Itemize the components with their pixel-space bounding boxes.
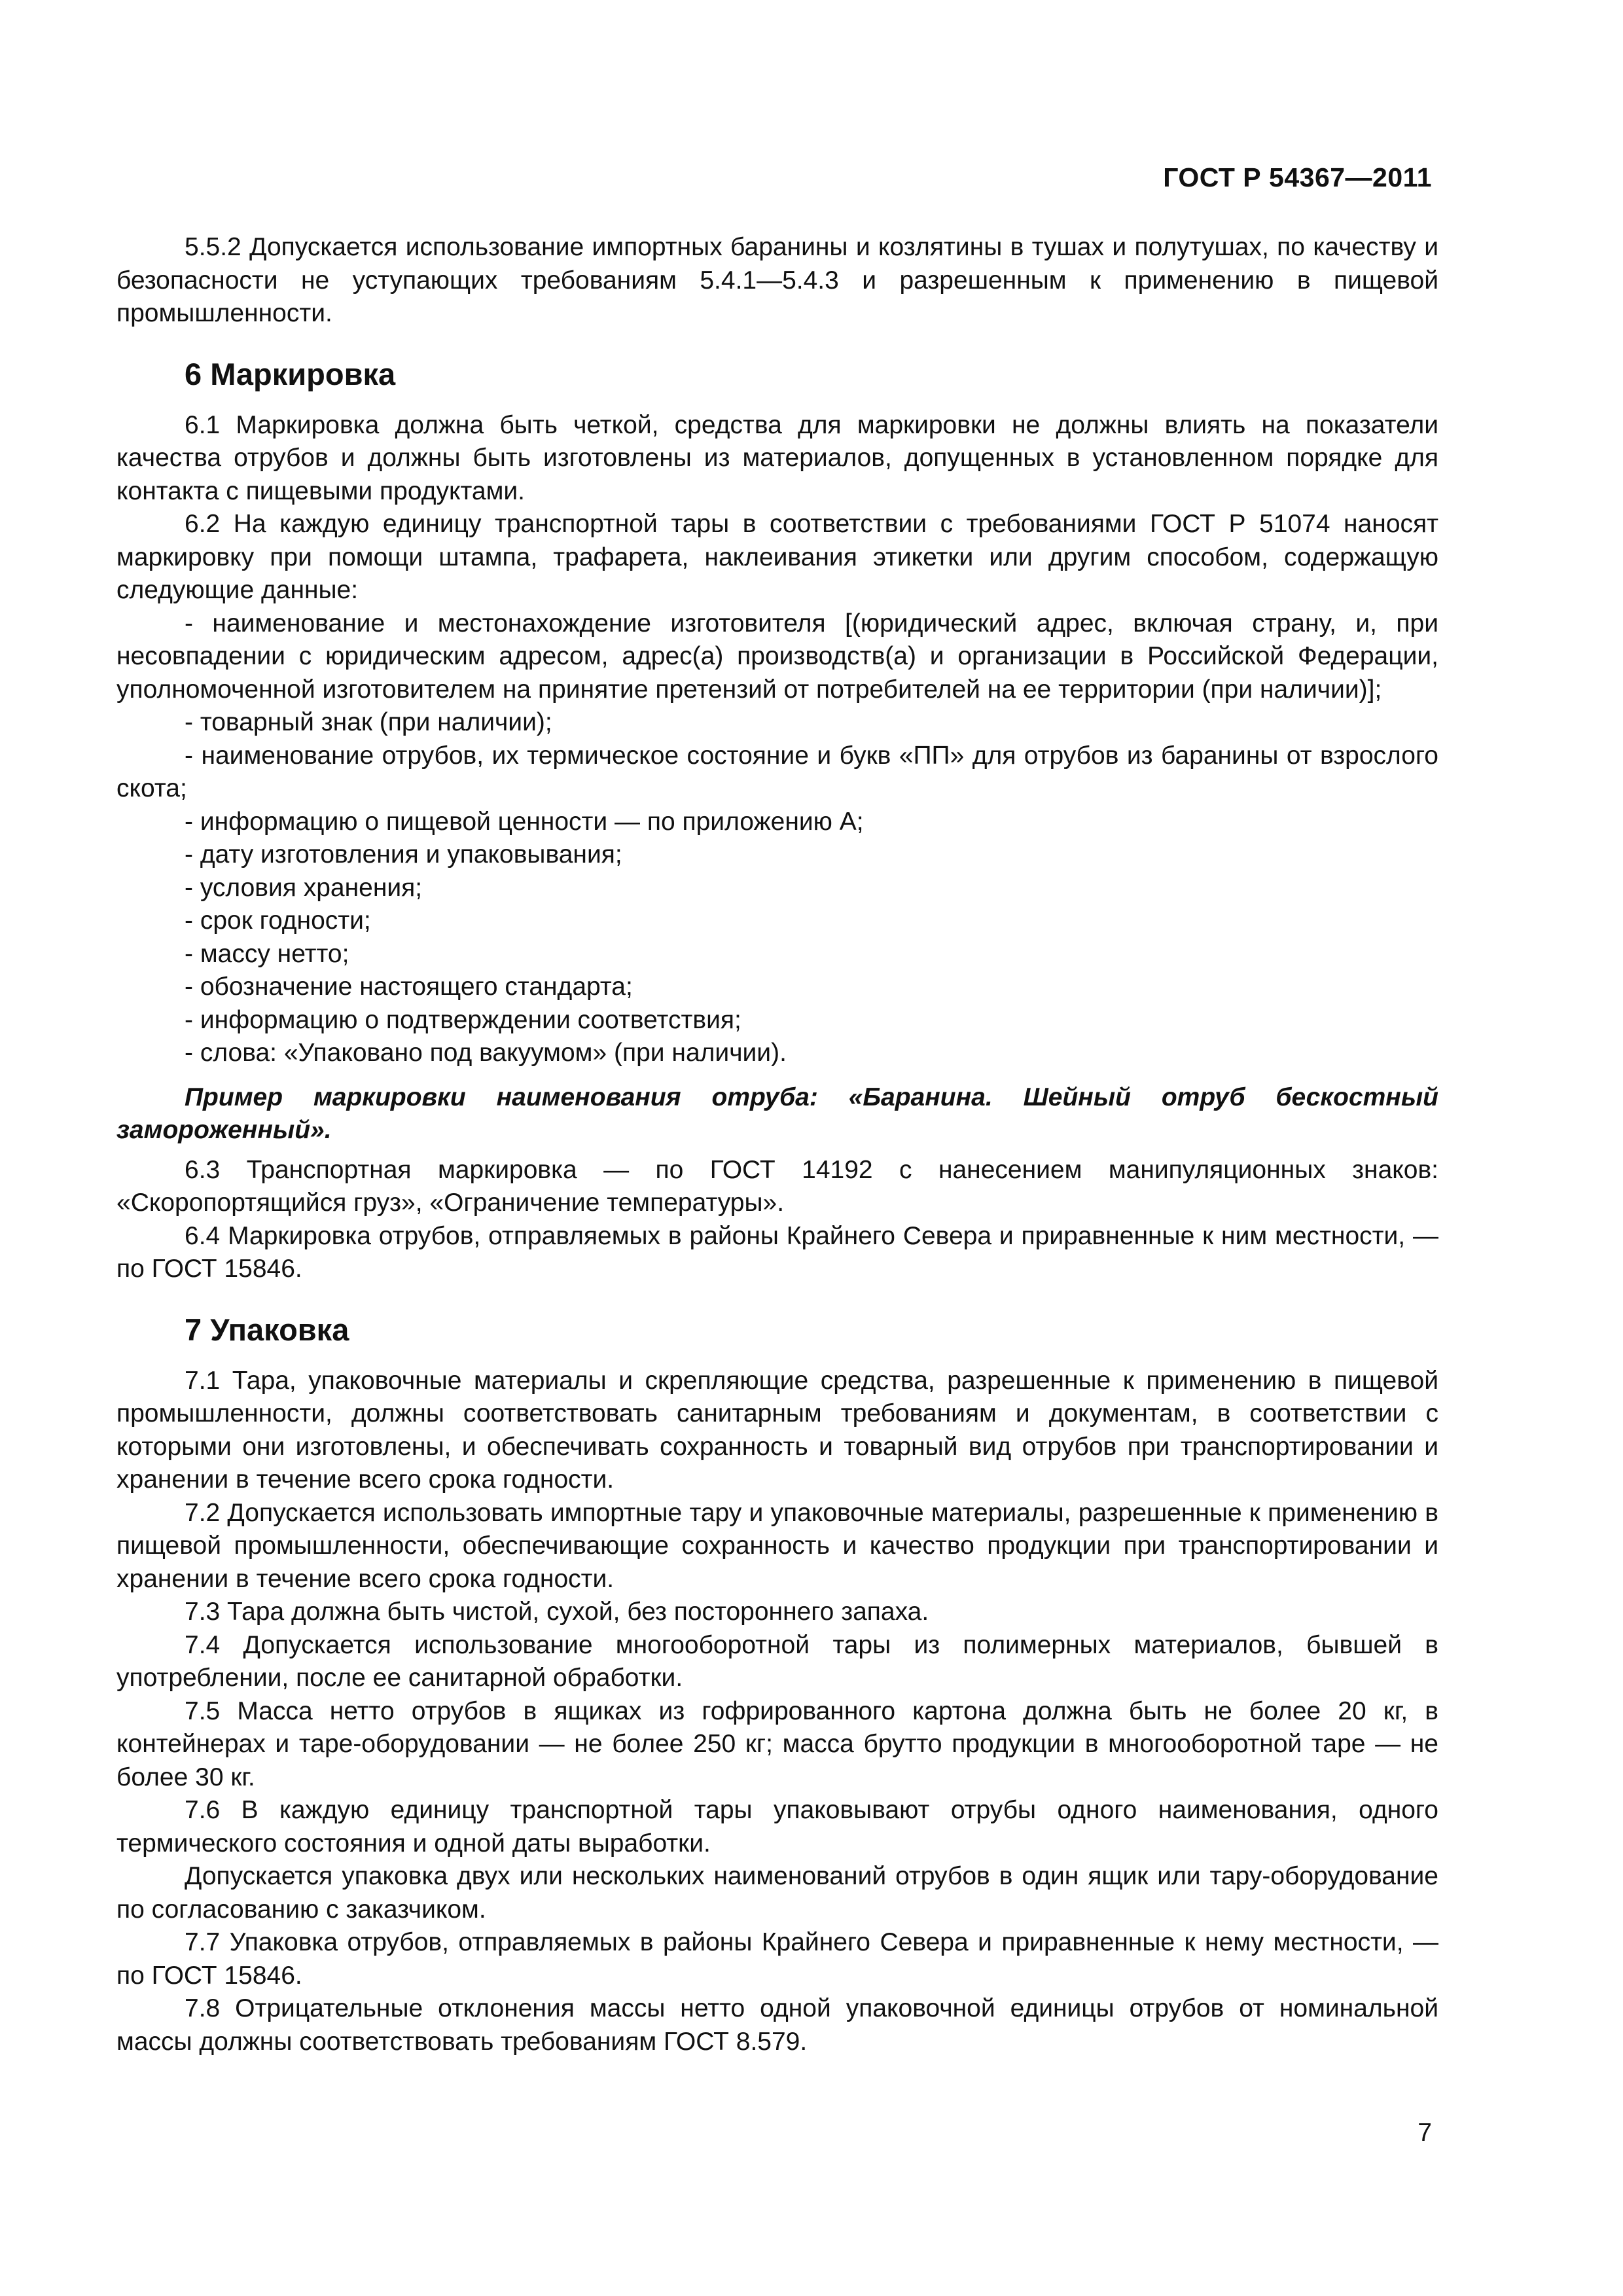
document-body <box>116 231 1438 2058</box>
list-item: - слова: «Упаковано под вакуумом» (при наличии). <box>185 1039 787 1067</box>
list-item: - дату изготовления и упаковывания; <box>185 840 622 869</box>
list-item: - условия хранения; <box>185 873 423 902</box>
list-item: - обозначение настоящего стандарта; <box>185 973 633 1001</box>
list-item: - массу нетто; <box>185 939 349 968</box>
marking-example: Пример маркировки наименования отруба: «Баранина. Шейный отруб бескостный замороженный». <box>116 1083 1438 1144</box>
list-item: - срок годности; <box>185 906 371 935</box>
list-item: - наименование и местонахождение изготовителя [(юридический адрес, включая страну, и, при несовпадении с юридическим адресом, адрес(а) производств(а) и организации в Российской Федерации, уполномоченной изготовителем на принятие претензий от потребителей на ее территории (при наличии)]; <box>116 609 1438 704</box>
paragraph-7-2: 7.2 Допускается использовать импортные тару и упаковочные материалы, разрешенные к применению в пищевой промышленности, обеспечивающие сохранность и качество продукции при транспортировании и хранении в течение всего срока годности. <box>116 1498 1438 1593</box>
paragraph-6-1: 6.1 Маркировка должна быть четкой, средства для маркировки не должны влиять на показатели качества отрубов и должны быть изготовлены из материалов, допущенных в установленном порядке для контакта с пищевыми продуктами. <box>116 410 1438 505</box>
list-item: - информацию о пищевой ценности — по приложению А; <box>185 807 864 836</box>
paragraph-7-7: 7.7 Упаковка отрубов, отправляемых в районы Крайнего Севера и приравненные к нему местности, — по ГОСТ 15846. <box>116 1928 1438 1990</box>
paragraph-7-1: 7.1 Тара, упаковочные материалы и скрепляющие средства, разрешенные к применению в пищевой промышленности, должны соответствовать санитарным требованиям и документам, в соответствии с которыми они изготовлены, и обеспечивать сохранность и товарный вид отрубов при транспортировании и хранении в течение всего срока годности. <box>116 1366 1438 1494</box>
paragraph-7-8: 7.8 Отрицательные отклонения массы нетто одной упаковочной единицы отрубов от номинальной массы должны соответствовать требованиям ГОСТ 8.579. <box>116 1994 1438 2056</box>
list-item: - наименование отрубов, их термическое состояние и букв «ПП» для отрубов из баранины от взрослого скота; <box>116 741 1438 802</box>
paragraph-7-6: 7.6 В каждую единицу транспортной тары упаковывают отрубы одного наименования, одного термического состояния и одной даты выработки. <box>116 1796 1438 1857</box>
paragraph-7-6-note: Допускается упаковка двух или нескольких наименований отрубов в один ящик или тару-оборудование по согласованию с заказчиком. <box>116 1862 1438 1924</box>
paragraph-5-5-2: 5.5.2 Допускается использование импортных баранины и козлятины в тушах и полутушах, по качеству и безопасности не уступающих требованиям 5.4.1—5.4.3 и разрешенным к применению в пищевой промышленности. <box>116 233 1438 327</box>
paragraph-7-3: 7.3 Тара должна быть чистой, сухой, без постороннего запаха. <box>185 1598 929 1626</box>
paragraph-6-2: 6.2 На каждую единицу транспортной тары в соответствии с требованиями ГОСТ Р 51074 наносят маркировку при помощи штампа, трафарета, наклеивания этикетки или другим способом, содержащую следующие данные: <box>116 510 1438 604</box>
list-item: - информацию о подтверждении соответствия; <box>185 1005 741 1034</box>
paragraph-7-5: 7.5 Масса нетто отрубов в ящиках из гофрированного картона должна быть не более 20 кг, в контейнерах и таре-оборудовании — не более 250 кг; масса брутто продукции в многооборотной таре — не более 30 кг. <box>116 1696 1438 1791</box>
page-number: 7 <box>1418 2119 1432 2147</box>
paragraph-7-4: 7.4 Допускается использование многооборотной тары из полимерных материалов, бывшей в употреблении, после ее санитарной обработки. <box>116 1630 1438 1692</box>
list-item: - товарный знак (при наличии); <box>185 708 552 736</box>
standard-designation: ГОСТ Р 54367—2011 <box>1163 162 1432 192</box>
paragraph-6-4: 6.4 Маркировка отрубов, отправляемых в районы Крайнего Севера и приравненные к ним местности, — по ГОСТ 15846. <box>116 1221 1438 1283</box>
section-heading-packaging: 7 Упаковка <box>185 1312 349 1347</box>
paragraph-6-3: 6.3 Транспортная маркировка — по ГОСТ 14192 с нанесением манипуляционных знаков: «Скоропортящийся груз», «Ограничение температуры». <box>116 1155 1438 1217</box>
section-heading-marking: 6 Маркировка <box>185 356 396 391</box>
